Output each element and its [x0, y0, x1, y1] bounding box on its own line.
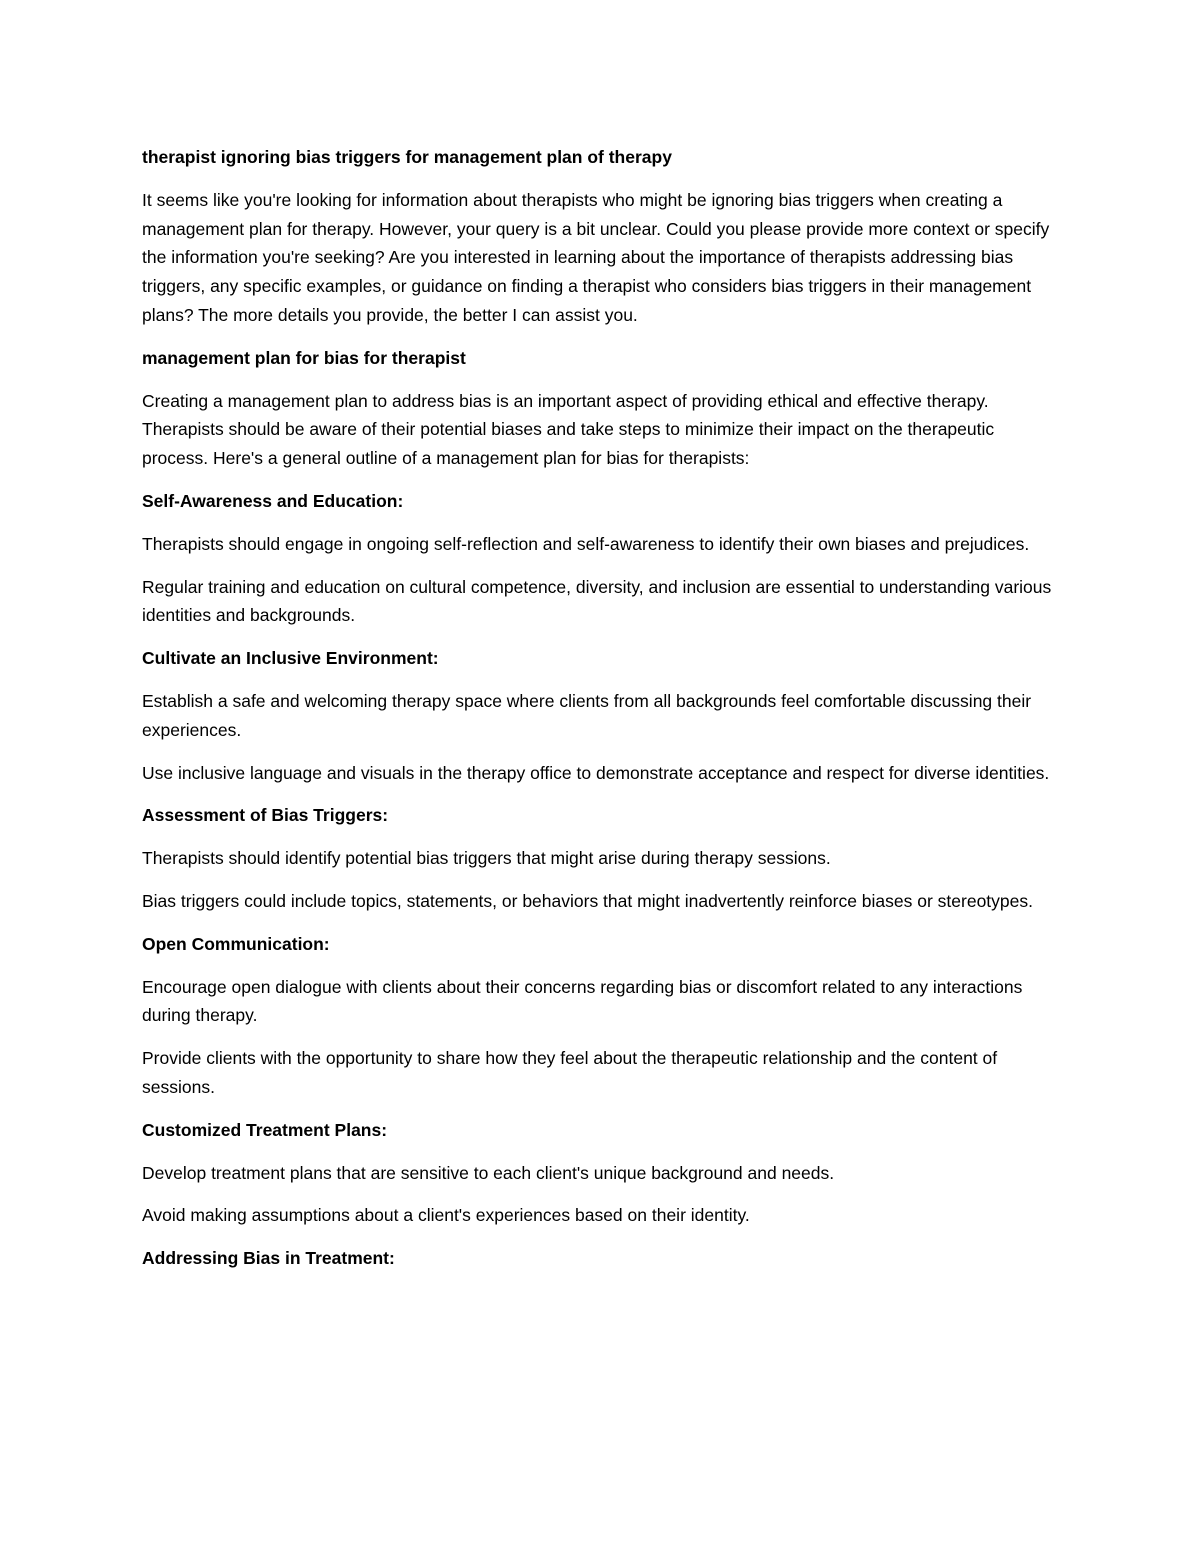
document-body	[142, 143, 1060, 1287]
section-heading: Self-Awareness and Education:	[142, 490, 404, 511]
paragraph: Therapists should engage in ongoing self-reflection and self-awareness to identify their own biases and prejudices.	[142, 533, 1030, 554]
paragraph: Regular training and education on cultural competence, diversity, and inclusion are essential to understanding various identities and backgrounds.	[142, 576, 1052, 626]
paragraph: Creating a management plan to address bias is an important aspect of providing ethical and effective therapy. Therapists should be aware of their potential biases and take steps to minimize their impact on the therapeutic process. Here's a general outline of a management plan for bias for therapists:	[142, 390, 995, 469]
section-heading: Customized Treatment Plans:	[142, 1119, 388, 1140]
paragraph: Use inclusive language and visuals in the therapy office to demonstrate acceptance and respect for diverse identities.	[142, 762, 1050, 783]
paragraph: Provide clients with the opportunity to share how they feel about the therapeutic relationship and the content of sessions.	[142, 1048, 998, 1097]
paragraph: Encourage open dialogue with clients about their concerns regarding bias or discomfort related to any interactions during therapy.	[142, 976, 1023, 1026]
paragraph: Establish a safe and welcoming therapy space where clients from all backgrounds feel comfortable discussing their experiences.	[142, 690, 1032, 740]
paragraph: Bias triggers could include topics, statements, or behaviors that might inadvertently reinforce biases or stereotypes.	[142, 890, 1033, 911]
document-title: therapist ignoring bias triggers for management plan of therapy	[142, 147, 672, 167]
section-heading: Open Communication:	[142, 933, 330, 954]
paragraph: Avoid making assumptions about a client's experiences based on their identity.	[142, 1205, 750, 1226]
paragraph: It seems like you're looking for information about therapists who might be ignoring bias triggers when creating a management plan for therapy. However, your query is a bit unclear. Could you please provide more context or specify the information you're seeking? Are you interested in learning about the importance of therapists addressing bias triggers, any specific examples, or guidance on finding a therapist who considers bias triggers in their management plans? The more details you provide, the better I can assist you.	[142, 189, 1050, 325]
section-heading: Cultivate an Inclusive Environment:	[142, 648, 439, 669]
section-heading: management plan for bias for therapist	[142, 347, 466, 368]
paragraph: Develop treatment plans that are sensitive to each client's unique background and needs.	[142, 1162, 835, 1183]
section-heading: Assessment of Bias Triggers:	[142, 805, 389, 826]
paragraph: Therapists should identify potential bias triggers that might arise during therapy sessions.	[142, 848, 831, 869]
section-heading: Addressing Bias in Treatment:	[142, 1248, 395, 1269]
